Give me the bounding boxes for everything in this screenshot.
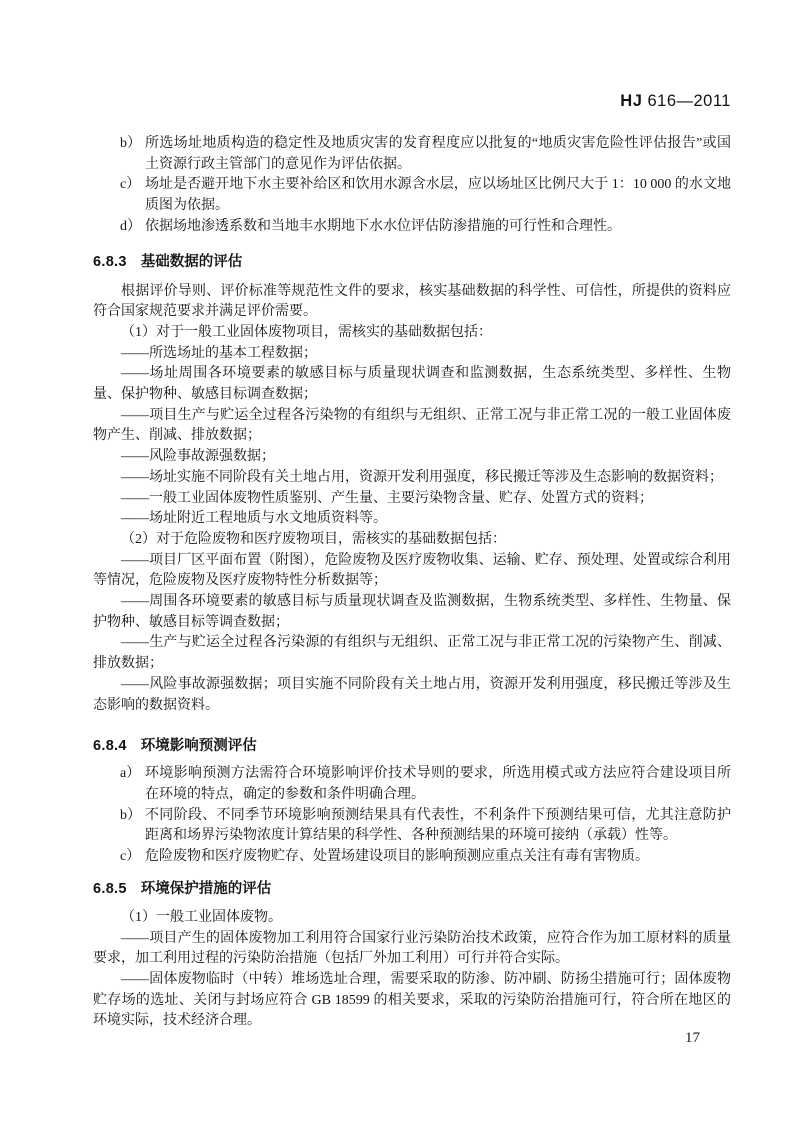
list-item-c — [93, 847, 731, 868]
list-item-text: 不同阶段、不同季节环境影响预测结果具有代表性，不利条件下预测结果可信，尤其注意防护距离和场界污染物浓度计算结果的科学性、各种预测结果的环境可接纳（承载）性等。 — [145, 807, 731, 844]
paragraph: ——风险事故源强数据；项目实施不同阶段有关土地占用，资源开发利用强度，移民搬迁等涉及生态影响的数据资料。 — [93, 676, 731, 713]
section-number: 6.8.4 — [93, 738, 127, 755]
list-item-d — [93, 217, 731, 238]
paragraph: ——风险事故源强数据； — [121, 449, 275, 465]
section-title: 基础数据的评估 — [140, 253, 243, 270]
list-item-text: 环境影响预测方法需符合环境影响评价技术导则的要求，所选用模式或方法应符合建设项目所在环境的特点，确定的参数和条件明确合理。 — [145, 766, 731, 802]
section-title: 环境影响预测评估 — [140, 738, 257, 755]
list-item-label: c） — [120, 849, 141, 865]
doc-header — [93, 92, 731, 110]
list-item-c — [93, 175, 731, 216]
paragraph: ——一般工业固体废物性质鉴别、产生量、主要污染物含量、贮存、处置方式的资料； — [121, 490, 653, 506]
paragraph: 根据评价导则、评价标准等规范性文件的要求，核实基础数据的科学性、可信性，所提供的资料应符合国家规范要求并满足评价需要。 — [93, 283, 731, 320]
section-heading-6-8-4 — [93, 736, 731, 757]
paragraph: ——生产与贮运全过程各污染源的有组织与无组织、正常工况与非正常工况的污染物产生、削减、排放数据； — [93, 635, 731, 672]
list-item-label: b） — [120, 807, 141, 823]
paragraph: ——项目生产与贮运全过程各污染物的有组织与无组织、正常工况与非正常工况的一般工业固体废物产生、削减、排放数据； — [93, 407, 731, 444]
list-item-b — [93, 134, 731, 175]
paragraph: ——周围各环境要素的敏感目标与质量现状调查及监测数据，生物系统类型、多样性、生物量、保护物种、敏感目标等调查数据； — [93, 594, 731, 630]
paragraph: ——项目厂区平面布置（附图），危险废物及医疗废物收集、运输、贮存、预处理、处置或综合利用等情况，危险废物及医疗废物特性分析数据等； — [93, 552, 731, 589]
list-item-text: 场址是否避开地下水主要补给区和饮用水源含水层，应以场址区比例尺大于 1：10 000 的水文地质图为依据。 — [145, 177, 731, 214]
section-number: 6.8.3 — [93, 253, 127, 270]
paragraph: （2）对于危险废物和医疗废物项目，需核实的基础数据包括： — [121, 531, 506, 547]
page-content — [93, 92, 731, 1032]
paragraph: ——项目产生的固体废物加工利用符合国家行业污染防治技术政策，应符合作为加工原材料的质量要求，加工利用过程的污染防治措施（包括厂外加工利用）可行并符合实际。 — [93, 930, 731, 967]
list-item-text: 所选场址地质构造的稳定性及地质灾害的发育程度应以批复的“地质灾害危险性评估报告”或国土资源行政主管部门的意见作为评估依据。 — [145, 136, 731, 172]
doc-number-prefix: HJ — [620, 92, 643, 110]
paragraph: （1）一般工业固体废物。 — [121, 909, 282, 925]
list-item-label: c） — [120, 177, 141, 193]
page-number: 17 — [685, 1030, 700, 1046]
list-item-a — [93, 764, 731, 805]
section-number: 6.8.5 — [93, 880, 127, 897]
paragraph: ——场址实施不同阶段有关土地占用，资源开发利用强度，移民搬迁等涉及生态影响的数据资料； — [121, 469, 723, 485]
doc-number-rest: 616—2011 — [642, 92, 731, 110]
list-item-text: 危险废物和医疗废物贮存、处置场建设项目的影响预测应重点关注有毒有害物质。 — [145, 849, 649, 865]
section-title: 环境保护措施的评估 — [140, 880, 272, 897]
list-item-label: a） — [120, 766, 141, 782]
paragraph: ——场址周围各环境要素的敏感目标与质量现状调查和监测数据，生态系统类型、多样性、生物量、保护物种、敏感目标调查数据； — [93, 366, 731, 403]
section-heading-6-8-3 — [93, 252, 731, 273]
section-heading-6-8-5 — [93, 879, 731, 900]
paragraph: ——固体废物临时（中转）堆场选址合理，需要采取的防渗、防冲刷、防扬尘措施可行；固体废物贮存场的选址、关闭与封场应符合 GB 18599 的相关要求，采取的污染防治措施可行，符合所在地区的环境实际，技术经济合理。 — [93, 971, 731, 1029]
list-item-label: d） — [120, 218, 141, 234]
paragraph: ——场址附近工程地质与水文地质资料等。 — [121, 511, 387, 527]
list-item-b — [93, 806, 731, 847]
paragraph: ——所选场址的基本工程数据； — [121, 345, 317, 361]
list-item-text: 依据场地渗透系数和当地丰水期地下水水位评估防渗措施的可行性和合理性。 — [145, 218, 621, 234]
paragraph: （1）对于一般工业固体废物项目，需核实的基础数据包括： — [121, 324, 492, 340]
list-item-label: b） — [120, 136, 141, 151]
